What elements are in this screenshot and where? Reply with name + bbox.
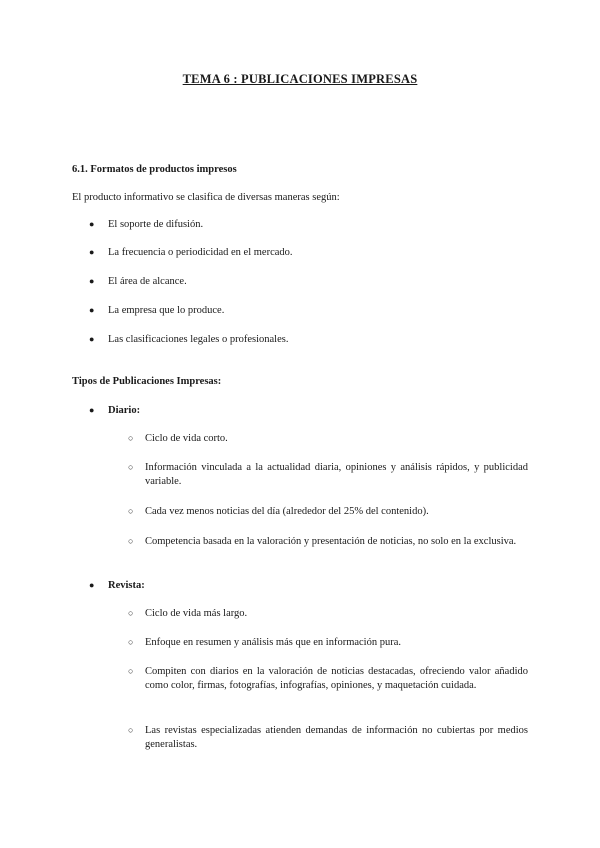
sub-list-item: Ciclo de vida corto. (145, 433, 228, 444)
bullet-icon: ● (89, 580, 95, 590)
sub-list-item: Ciclo de vida más largo. (145, 608, 248, 619)
bullet-icon: ● (89, 219, 95, 229)
type-name-diario: Diario: (108, 405, 141, 416)
sub-bullet-icon: ○ (128, 433, 134, 443)
section-heading: 6.1. Formatos de productos impresos (72, 164, 237, 175)
sub-bullet-icon: ○ (128, 536, 134, 546)
sub-list-item: Competencia basada en la valoración y presentación de noticias, no solo en la exclusiva. (145, 536, 517, 547)
bullet-icon: ● (89, 405, 95, 415)
intro-paragraph: El producto informativo se clasifica de diversas maneras según: (72, 192, 340, 203)
page-title: TEMA 6 : PUBLICACIONES IMPRESAS (182, 72, 418, 86)
sub-bullet-icon: ○ (128, 462, 134, 472)
bullet-icon: ● (89, 305, 95, 315)
sub-list-item: Las revistas especializadas atienden demandas de información no cubiertas por medios generalistas. (145, 725, 528, 750)
list-item: La empresa que lo produce. (108, 305, 225, 316)
sub-list-item: Compiten con diarios en la valoración de noticias destacadas, ofreciendo valor añadido como color, firmas, fotografías, infografías, opiniones, y maquetación cuidada. (145, 666, 528, 691)
sub-list-item: Cada vez menos noticias del día (alrededor del 25% del contenido). (145, 506, 429, 517)
sub-bullet-icon: ○ (128, 506, 134, 516)
sub-bullet-icon: ○ (128, 666, 134, 676)
types-heading: Tipos de Publicaciones Impresas: (72, 376, 222, 387)
sub-bullet-icon: ○ (128, 608, 134, 618)
bullet-icon: ● (89, 247, 95, 257)
bullet-icon: ● (89, 276, 95, 286)
list-item: La frecuencia o periodicidad en el mercado. (108, 247, 293, 258)
list-item: El soporte de difusión. (108, 219, 204, 230)
type-name-revista: Revista: (108, 580, 145, 591)
list-item: Las clasificaciones legales o profesionales. (108, 334, 289, 345)
sub-bullet-icon: ○ (128, 725, 134, 735)
sub-list-item: Enfoque en resumen y análisis más que en información pura. (145, 637, 402, 648)
sub-list-item: Información vinculada a la actualidad diaria, opiniones y análisis rápidos, y publicidad variable. (145, 462, 528, 487)
list-item: El área de alcance. (108, 276, 187, 287)
bullet-icon: ● (89, 334, 95, 344)
sub-bullet-icon: ○ (128, 637, 134, 647)
